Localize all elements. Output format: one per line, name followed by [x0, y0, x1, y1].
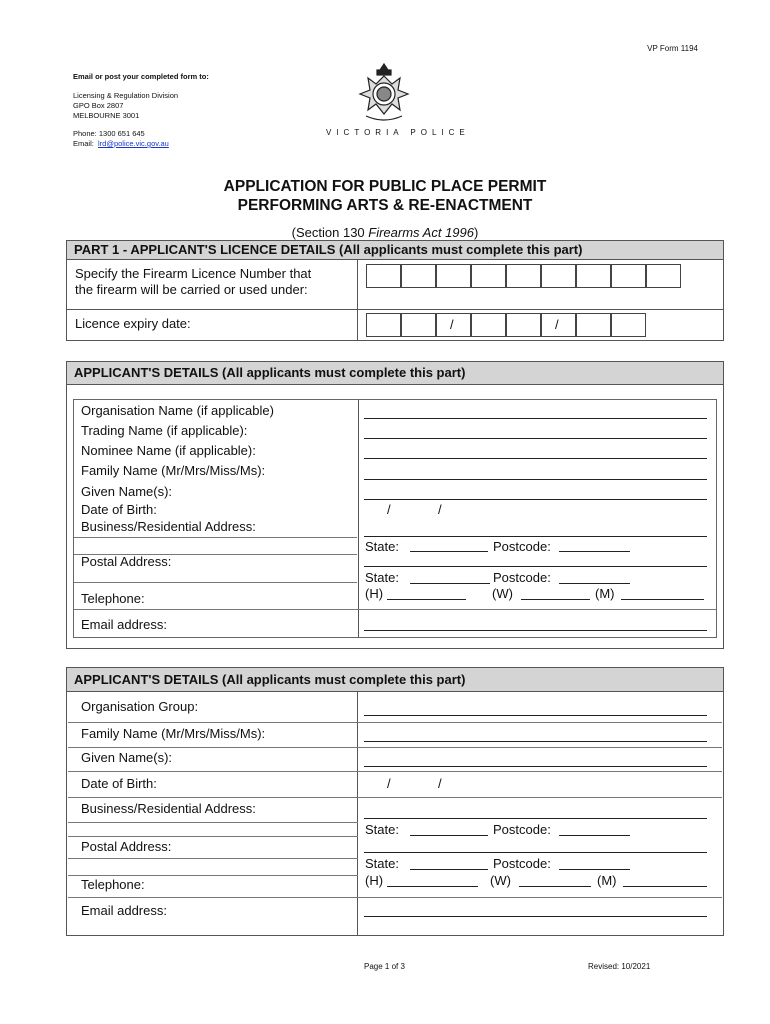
postcode-input[interactable] [559, 551, 630, 552]
expiry-year-digit[interactable] [576, 313, 611, 337]
licence-number-digit[interactable] [576, 264, 611, 288]
expiry-month-digit[interactable] [506, 313, 541, 337]
home-phone-label: (H) [365, 586, 384, 601]
part1-licence-details [66, 240, 724, 341]
applicant-details-heading: APPLICANT'S DETAILS (All applicants must complete this part) [67, 362, 723, 385]
organisation-name-input[interactable] [364, 418, 707, 419]
postal-address-input[interactable] [364, 852, 707, 853]
email-input[interactable] [364, 630, 707, 631]
form-number: VP Form 1194 [647, 44, 698, 53]
field-label: Nominee Name (if applicable): [81, 443, 256, 458]
state-label: State: [365, 856, 399, 871]
expiry-year-digit[interactable] [611, 313, 646, 337]
field-label: Telephone: [81, 877, 145, 892]
postal-address [73, 91, 178, 121]
family-name-input[interactable] [364, 741, 707, 742]
mobile-phone-input[interactable] [623, 886, 707, 887]
expiry-day-digit[interactable] [401, 313, 436, 337]
email-link[interactable]: lrd@police.vic.gov.au [98, 139, 169, 148]
field-label: Trading Name (if applicable): [81, 423, 248, 438]
revision-date: Revised: 10/2021 [588, 962, 651, 971]
postcode-input[interactable] [559, 869, 630, 870]
field-label: Family Name (Mr/Mrs/Miss/Ms): [81, 726, 266, 741]
business-address-input[interactable] [364, 536, 707, 537]
phone: Phone: 1300 651 645 [73, 129, 145, 138]
email-label: Email: [73, 139, 94, 148]
field-label: Postal Address: [81, 554, 172, 569]
field-label: Email address: [81, 617, 167, 632]
given-names-input[interactable] [364, 499, 707, 500]
date-separator: / [450, 317, 454, 332]
mobile-phone-input[interactable] [621, 599, 704, 600]
page-subtitle: PERFORMING ARTS & RE-ENACTMENT [237, 197, 533, 214]
organisation-name: VICTORIA POLICE [326, 128, 470, 137]
licence-number-digit[interactable] [646, 264, 681, 288]
dob-separator: / [387, 502, 391, 517]
home-phone-input[interactable] [387, 886, 478, 887]
field-label: Organisation Name (if applicable) [81, 403, 274, 418]
field-label: Email address: [81, 903, 167, 918]
postal-address-input[interactable] [364, 566, 707, 567]
date-separator: / [555, 317, 559, 332]
state-input[interactable] [410, 551, 488, 552]
page-title: APPLICATION FOR PUBLIC PLACE PERMIT [223, 178, 547, 195]
field-label: Family Name (Mr/Mrs/Miss/Ms): [81, 463, 266, 478]
licence-number-digit[interactable] [541, 264, 576, 288]
postcode-label: Postcode: [493, 822, 551, 837]
family-name-input[interactable] [364, 479, 707, 480]
part1-heading: PART 1 - APPLICANT'S LICENCE DETAILS (All applicants must complete this part) [67, 241, 723, 260]
work-phone-label: (W) [492, 586, 513, 601]
page-number: Page 1 of 3 [364, 962, 405, 971]
licence-number-label: Specify the Firearm Licence Number that the firearm will be carried or used under: [75, 266, 312, 297]
nominee-name-input[interactable] [364, 458, 707, 459]
field-label: Date of Birth: [81, 502, 157, 517]
dob-separator: / [438, 776, 442, 791]
mobile-phone-label: (M) [595, 586, 615, 601]
field-label: Given Name(s): [81, 484, 173, 499]
licence-number-digit[interactable] [471, 264, 506, 288]
postcode-input[interactable] [559, 835, 630, 836]
work-phone-label: (W) [490, 873, 511, 888]
contact-details [73, 129, 169, 149]
licence-number-digit[interactable] [611, 264, 646, 288]
trading-name-input[interactable] [364, 438, 707, 439]
licence-number-digit[interactable] [506, 264, 541, 288]
state-input[interactable] [410, 583, 490, 584]
state-label: State: [365, 822, 399, 837]
field-label: Given Name(s): [81, 750, 173, 765]
contact-heading: Email or post your completed form to: [73, 72, 209, 81]
field-label: Organisation Group: [81, 699, 199, 714]
applicant-details-heading: APPLICANT'S DETAILS (All applicants must complete this part) [67, 668, 723, 692]
expiry-day-digit[interactable] [366, 313, 401, 337]
home-phone-label: (H) [365, 873, 384, 888]
dob-separator: / [438, 502, 442, 517]
organisation-group-input[interactable] [364, 715, 707, 716]
postcode-label: Postcode: [493, 856, 551, 871]
state-label: State: [365, 570, 399, 585]
dob-separator: / [387, 776, 391, 791]
state-input[interactable] [410, 835, 488, 836]
address-line: GPO Box 2807 [73, 101, 124, 110]
licence-number-digit[interactable] [401, 264, 436, 288]
field-label: Postal Address: [81, 839, 172, 854]
expiry-month-digit[interactable] [471, 313, 506, 337]
licence-number-digit[interactable] [436, 264, 471, 288]
licence-expiry-label: Licence expiry date: [75, 316, 191, 331]
business-address-input[interactable] [364, 818, 707, 819]
field-label: Business/Residential Address: [81, 519, 256, 534]
postcode-label: Postcode: [493, 539, 551, 554]
email-input[interactable] [364, 916, 707, 917]
state-label: State: [365, 539, 399, 554]
home-phone-input[interactable] [387, 599, 466, 600]
work-phone-input[interactable] [519, 886, 591, 887]
licence-number-digit[interactable] [366, 264, 401, 288]
section-reference: (Section 130 Firearms Act 1996) [291, 225, 479, 240]
field-label: Date of Birth: [81, 776, 157, 791]
work-phone-input[interactable] [521, 599, 590, 600]
state-input[interactable] [410, 869, 488, 870]
field-label: Telephone: [81, 591, 145, 606]
mobile-phone-label: (M) [597, 873, 617, 888]
postcode-label: Postcode: [493, 570, 551, 585]
postcode-input[interactable] [559, 583, 630, 584]
address-line: MELBOURNE 3001 [73, 111, 140, 120]
field-label: Business/Residential Address: [81, 801, 256, 816]
given-names-input[interactable] [364, 766, 707, 767]
victoria-police-crest-icon [356, 62, 412, 124]
address-line: Licensing & Regulation Division [73, 91, 179, 100]
